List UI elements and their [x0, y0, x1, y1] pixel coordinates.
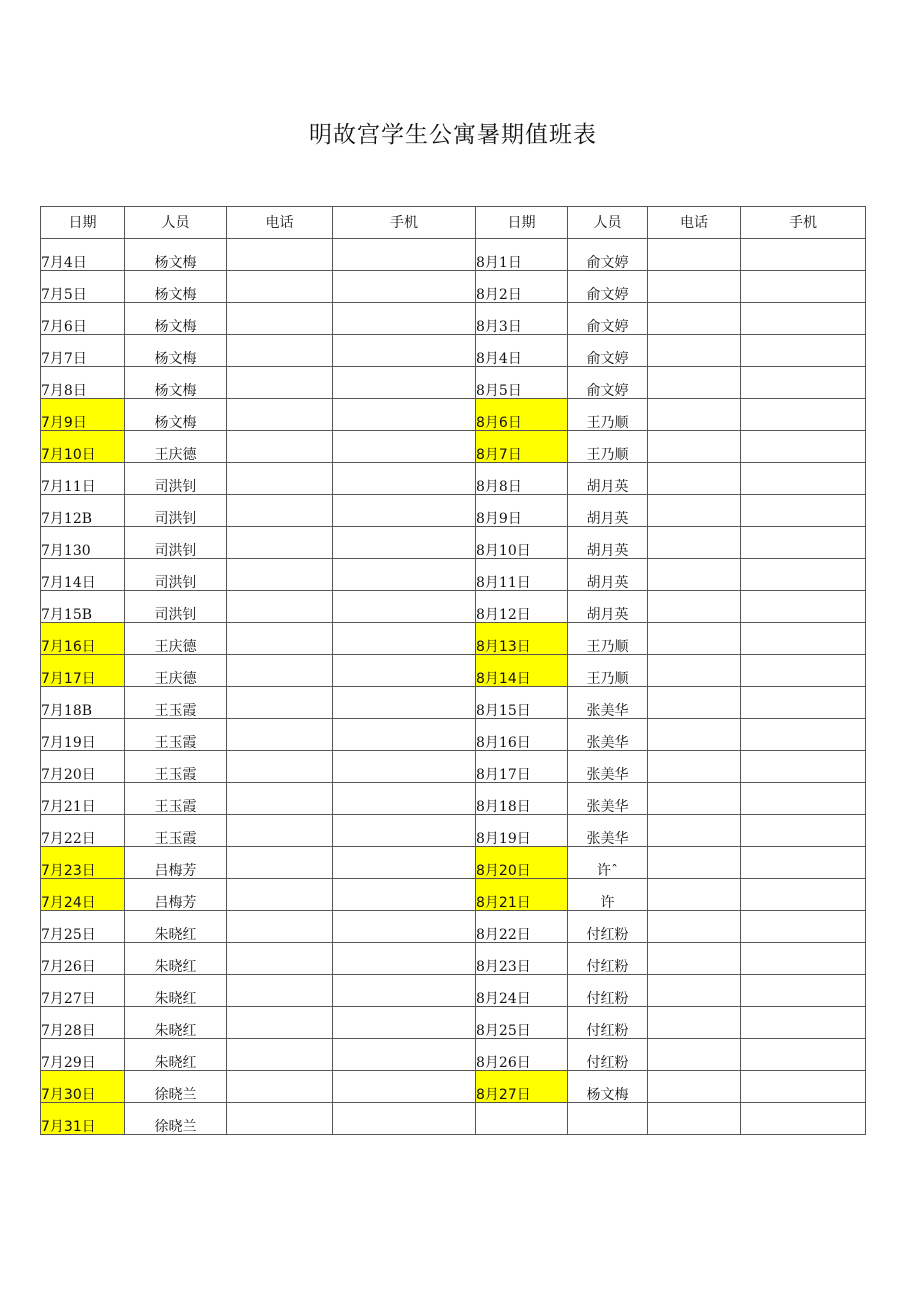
july-date-cell: 7月130 — [41, 527, 125, 559]
july-phone-cell — [227, 303, 333, 335]
august-date-cell: 8月15日 — [476, 687, 568, 719]
august-staff-cell: 俞文婷 — [568, 239, 648, 271]
table-row — [41, 751, 866, 783]
august-mobile-cell — [741, 399, 866, 431]
august-staff-cell: 胡月英 — [568, 495, 648, 527]
august-mobile-cell — [741, 271, 866, 303]
july-phone-cell — [227, 1103, 333, 1135]
august-mobile-cell — [741, 495, 866, 527]
july-phone-cell — [227, 847, 333, 879]
july-staff-cell: 司洪钊 — [125, 591, 227, 623]
august-mobile-cell — [741, 943, 866, 975]
august-staff-cell: 王乃顺 — [568, 655, 648, 687]
august-staff-cell: 付红粉 — [568, 975, 648, 1007]
august-mobile-cell — [741, 463, 866, 495]
august-phone-cell — [648, 303, 741, 335]
august-staff-cell: 胡月英 — [568, 559, 648, 591]
august-staff-cell: 张美华 — [568, 687, 648, 719]
august-date-cell: 8月25日 — [476, 1007, 568, 1039]
august-mobile-cell — [741, 591, 866, 623]
july-mobile-cell — [333, 623, 476, 655]
july-phone-cell — [227, 559, 333, 591]
july-date-cell: 7月29日 — [41, 1039, 125, 1071]
august-phone-cell — [648, 911, 741, 943]
august-phone-cell — [648, 1007, 741, 1039]
august-mobile-cell — [741, 783, 866, 815]
august-mobile-cell — [741, 527, 866, 559]
july-staff-cell: 王庆德 — [125, 623, 227, 655]
july-phone-cell — [227, 815, 333, 847]
july-date-cell: 7月31日 — [41, 1103, 125, 1135]
july-staff-cell: 王玉霞 — [125, 719, 227, 751]
july-staff-cell: 杨文梅 — [125, 239, 227, 271]
july-staff-cell: 王玉霞 — [125, 751, 227, 783]
august-staff-cell: 王乃顺 — [568, 399, 648, 431]
table-row — [41, 463, 866, 495]
table-row — [41, 655, 866, 687]
july-date-cell: 7月14日 — [41, 559, 125, 591]
august-phone-cell — [648, 239, 741, 271]
july-date-cell: 7月18B — [41, 687, 125, 719]
august-date-cell: 8月26日 — [476, 1039, 568, 1071]
july-date-cell: 7月10日 — [41, 431, 125, 463]
july-date-cell: 7月30日 — [41, 1071, 125, 1103]
july-staff-cell: 杨文梅 — [125, 399, 227, 431]
august-mobile-cell — [741, 879, 866, 911]
august-phone-cell — [648, 815, 741, 847]
table-row — [41, 943, 866, 975]
august-phone-cell — [648, 559, 741, 591]
table-row — [41, 367, 866, 399]
august-date-cell: 8月2日 — [476, 271, 568, 303]
july-date-cell: 7月11日 — [41, 463, 125, 495]
july-phone-cell — [227, 943, 333, 975]
august-date-cell: 8月7日 — [476, 431, 568, 463]
august-date-cell: 8月17日 — [476, 751, 568, 783]
august-date-cell: 8月5日 — [476, 367, 568, 399]
august-date-cell: 8月9日 — [476, 495, 568, 527]
july-mobile-cell — [333, 975, 476, 1007]
august-phone-cell — [648, 687, 741, 719]
table-row — [41, 847, 866, 879]
july-mobile-cell — [333, 847, 476, 879]
july-date-cell: 7月8日 — [41, 367, 125, 399]
july-date-cell: 7月23日 — [41, 847, 125, 879]
august-date-cell: 8月8日 — [476, 463, 568, 495]
july-phone-cell — [227, 719, 333, 751]
august-date-cell: 8月18日 — [476, 783, 568, 815]
header-phone-1: 电话 — [227, 207, 333, 239]
july-mobile-cell — [333, 783, 476, 815]
july-date-cell: 7月4日 — [41, 239, 125, 271]
july-mobile-cell — [333, 1071, 476, 1103]
august-mobile-cell — [741, 815, 866, 847]
july-mobile-cell — [333, 399, 476, 431]
table-row — [41, 1103, 866, 1135]
duty-roster-table — [40, 206, 866, 1135]
august-date-cell: 8月3日 — [476, 303, 568, 335]
july-mobile-cell — [333, 655, 476, 687]
july-phone-cell — [227, 495, 333, 527]
july-date-cell: 7月28日 — [41, 1007, 125, 1039]
august-phone-cell — [648, 783, 741, 815]
july-mobile-cell — [333, 751, 476, 783]
july-mobile-cell — [333, 719, 476, 751]
table-row — [41, 559, 866, 591]
july-mobile-cell — [333, 559, 476, 591]
july-mobile-cell — [333, 367, 476, 399]
august-mobile-cell — [741, 303, 866, 335]
august-staff-cell: 张美华 — [568, 719, 648, 751]
august-date-cell: 8月16日 — [476, 719, 568, 751]
august-staff-cell: 许 — [568, 879, 648, 911]
header-staff-2: 人员 — [568, 207, 648, 239]
august-mobile-cell — [741, 975, 866, 1007]
august-phone-cell — [648, 943, 741, 975]
august-date-cell: 8月19日 — [476, 815, 568, 847]
august-staff-cell: 许ˆ — [568, 847, 648, 879]
august-mobile-cell — [741, 847, 866, 879]
july-mobile-cell — [333, 335, 476, 367]
july-staff-cell: 吕梅芳 — [125, 847, 227, 879]
july-mobile-cell — [333, 687, 476, 719]
july-staff-cell: 杨文梅 — [125, 367, 227, 399]
table-row — [41, 623, 866, 655]
july-date-cell: 7月15B — [41, 591, 125, 623]
august-phone-cell — [648, 1103, 741, 1135]
august-mobile-cell — [741, 719, 866, 751]
august-staff-cell: 张美华 — [568, 751, 648, 783]
july-staff-cell: 司洪钊 — [125, 559, 227, 591]
august-staff-cell: 胡月英 — [568, 591, 648, 623]
august-staff-cell — [568, 1103, 648, 1135]
august-date-cell: 8月11日 — [476, 559, 568, 591]
july-mobile-cell — [333, 911, 476, 943]
header-mobile-1: 手机 — [333, 207, 476, 239]
july-phone-cell — [227, 239, 333, 271]
july-staff-cell: 杨文梅 — [125, 271, 227, 303]
header-mobile-2: 手机 — [741, 207, 866, 239]
july-date-cell: 7月27日 — [41, 975, 125, 1007]
header-staff-1: 人员 — [125, 207, 227, 239]
august-mobile-cell — [741, 239, 866, 271]
july-phone-cell — [227, 623, 333, 655]
august-mobile-cell — [741, 1007, 866, 1039]
july-date-cell: 7月26日 — [41, 943, 125, 975]
august-staff-cell: 俞文婷 — [568, 271, 648, 303]
july-phone-cell — [227, 463, 333, 495]
table-row — [41, 879, 866, 911]
august-staff-cell: 王乃顺 — [568, 623, 648, 655]
august-mobile-cell — [741, 751, 866, 783]
july-mobile-cell — [333, 463, 476, 495]
july-staff-cell: 司洪钊 — [125, 527, 227, 559]
august-phone-cell — [648, 655, 741, 687]
august-mobile-cell — [741, 1103, 866, 1135]
july-date-cell: 7月6日 — [41, 303, 125, 335]
july-staff-cell: 朱晓红 — [125, 1039, 227, 1071]
header-date-1: 日期 — [41, 207, 125, 239]
july-mobile-cell — [333, 591, 476, 623]
july-staff-cell: 杨文梅 — [125, 303, 227, 335]
august-mobile-cell — [741, 1039, 866, 1071]
july-mobile-cell — [333, 879, 476, 911]
july-staff-cell: 朱晓红 — [125, 911, 227, 943]
july-staff-cell: 王玉霞 — [125, 687, 227, 719]
table-row — [41, 1007, 866, 1039]
july-staff-cell: 朱晓红 — [125, 975, 227, 1007]
august-mobile-cell — [741, 559, 866, 591]
august-staff-cell: 胡月英 — [568, 463, 648, 495]
table-row — [41, 527, 866, 559]
july-phone-cell — [227, 1039, 333, 1071]
july-mobile-cell — [333, 943, 476, 975]
header-row — [41, 207, 866, 239]
july-phone-cell — [227, 655, 333, 687]
july-mobile-cell — [333, 303, 476, 335]
august-date-cell: 8月24日 — [476, 975, 568, 1007]
table-row — [41, 399, 866, 431]
august-date-cell: 8月13日 — [476, 623, 568, 655]
august-phone-cell — [648, 431, 741, 463]
july-date-cell: 7月5日 — [41, 271, 125, 303]
august-staff-cell: 胡月英 — [568, 527, 648, 559]
july-phone-cell — [227, 783, 333, 815]
table-row — [41, 239, 866, 271]
august-phone-cell — [648, 367, 741, 399]
august-date-cell: 8月27日 — [476, 1071, 568, 1103]
august-mobile-cell — [741, 655, 866, 687]
july-date-cell: 7月25日 — [41, 911, 125, 943]
july-staff-cell: 司洪钊 — [125, 495, 227, 527]
august-phone-cell — [648, 719, 741, 751]
roster-body — [41, 239, 866, 1135]
table-row — [41, 1071, 866, 1103]
august-mobile-cell — [741, 1071, 866, 1103]
july-mobile-cell — [333, 495, 476, 527]
july-date-cell: 7月16日 — [41, 623, 125, 655]
august-mobile-cell — [741, 911, 866, 943]
july-mobile-cell — [333, 815, 476, 847]
table-row — [41, 783, 866, 815]
august-phone-cell — [648, 495, 741, 527]
july-mobile-cell — [333, 1103, 476, 1135]
july-phone-cell — [227, 527, 333, 559]
august-date-cell: 8月10日 — [476, 527, 568, 559]
august-phone-cell — [648, 463, 741, 495]
table-row — [41, 303, 866, 335]
august-date-cell: 8月22日 — [476, 911, 568, 943]
august-staff-cell: 张美华 — [568, 783, 648, 815]
july-date-cell: 7月22日 — [41, 815, 125, 847]
july-phone-cell — [227, 1071, 333, 1103]
july-date-cell: 7月17日 — [41, 655, 125, 687]
july-staff-cell: 朱晓红 — [125, 1007, 227, 1039]
august-phone-cell — [648, 623, 741, 655]
august-phone-cell — [648, 527, 741, 559]
july-staff-cell: 徐晓兰 — [125, 1071, 227, 1103]
july-staff-cell: 王庆德 — [125, 431, 227, 463]
table-row — [41, 911, 866, 943]
august-phone-cell — [648, 975, 741, 1007]
july-staff-cell: 王玉霞 — [125, 783, 227, 815]
table-row — [41, 719, 866, 751]
july-staff-cell: 杨文梅 — [125, 335, 227, 367]
august-date-cell: 8月4日 — [476, 335, 568, 367]
table-row — [41, 1039, 866, 1071]
august-phone-cell — [648, 1071, 741, 1103]
july-staff-cell: 徐晓兰 — [125, 1103, 227, 1135]
table-row — [41, 431, 866, 463]
july-date-cell: 7月12B — [41, 495, 125, 527]
july-mobile-cell — [333, 271, 476, 303]
table-row — [41, 495, 866, 527]
july-phone-cell — [227, 975, 333, 1007]
july-phone-cell — [227, 335, 333, 367]
august-staff-cell: 俞文婷 — [568, 367, 648, 399]
july-mobile-cell — [333, 1007, 476, 1039]
august-phone-cell — [648, 879, 741, 911]
july-phone-cell — [227, 591, 333, 623]
august-staff-cell: 俞文婷 — [568, 335, 648, 367]
table-row — [41, 687, 866, 719]
august-phone-cell — [648, 271, 741, 303]
table-row — [41, 591, 866, 623]
july-phone-cell — [227, 431, 333, 463]
july-mobile-cell — [333, 239, 476, 271]
header-phone-2: 电话 — [648, 207, 741, 239]
july-phone-cell — [227, 751, 333, 783]
august-mobile-cell — [741, 623, 866, 655]
august-mobile-cell — [741, 367, 866, 399]
header-date-2: 日期 — [476, 207, 568, 239]
august-staff-cell: 张美华 — [568, 815, 648, 847]
july-phone-cell — [227, 687, 333, 719]
august-mobile-cell — [741, 335, 866, 367]
august-phone-cell — [648, 751, 741, 783]
august-date-cell: 8月6日 — [476, 399, 568, 431]
july-staff-cell: 吕梅芳 — [125, 879, 227, 911]
august-phone-cell — [648, 1039, 741, 1071]
july-date-cell: 7月20日 — [41, 751, 125, 783]
august-date-cell: 8月1日 — [476, 239, 568, 271]
august-staff-cell: 俞文婷 — [568, 303, 648, 335]
table-row — [41, 975, 866, 1007]
august-staff-cell: 王乃顺 — [568, 431, 648, 463]
july-staff-cell: 司洪钊 — [125, 463, 227, 495]
table-row — [41, 335, 866, 367]
august-date-cell: 8月23日 — [476, 943, 568, 975]
august-staff-cell: 付红粉 — [568, 911, 648, 943]
august-mobile-cell — [741, 687, 866, 719]
july-date-cell: 7月24日 — [41, 879, 125, 911]
july-mobile-cell — [333, 431, 476, 463]
table-row — [41, 815, 866, 847]
august-staff-cell: 付红粉 — [568, 1007, 648, 1039]
august-mobile-cell — [741, 431, 866, 463]
july-date-cell: 7月7日 — [41, 335, 125, 367]
july-phone-cell — [227, 911, 333, 943]
august-phone-cell — [648, 399, 741, 431]
july-staff-cell: 王庆德 — [125, 655, 227, 687]
july-phone-cell — [227, 399, 333, 431]
august-staff-cell: 杨文梅 — [568, 1071, 648, 1103]
august-date-cell: 8月20日 — [476, 847, 568, 879]
august-phone-cell — [648, 335, 741, 367]
july-phone-cell — [227, 271, 333, 303]
july-staff-cell: 朱晓红 — [125, 943, 227, 975]
july-phone-cell — [227, 367, 333, 399]
july-date-cell: 7月21日 — [41, 783, 125, 815]
july-phone-cell — [227, 1007, 333, 1039]
august-phone-cell — [648, 591, 741, 623]
july-mobile-cell — [333, 527, 476, 559]
july-date-cell: 7月19日 — [41, 719, 125, 751]
july-staff-cell: 王玉霞 — [125, 815, 227, 847]
august-staff-cell: 付红粉 — [568, 1039, 648, 1071]
page-title: 明故宫学生公寓暑期值班表 — [309, 122, 597, 148]
august-date-cell: 8月14日 — [476, 655, 568, 687]
august-phone-cell — [648, 847, 741, 879]
table-row — [41, 271, 866, 303]
july-phone-cell — [227, 879, 333, 911]
august-staff-cell: 付红粉 — [568, 943, 648, 975]
july-date-cell: 7月9日 — [41, 399, 125, 431]
july-mobile-cell — [333, 1039, 476, 1071]
august-date-cell: 8月21日 — [476, 879, 568, 911]
august-date-cell — [476, 1103, 568, 1135]
august-date-cell: 8月12日 — [476, 591, 568, 623]
